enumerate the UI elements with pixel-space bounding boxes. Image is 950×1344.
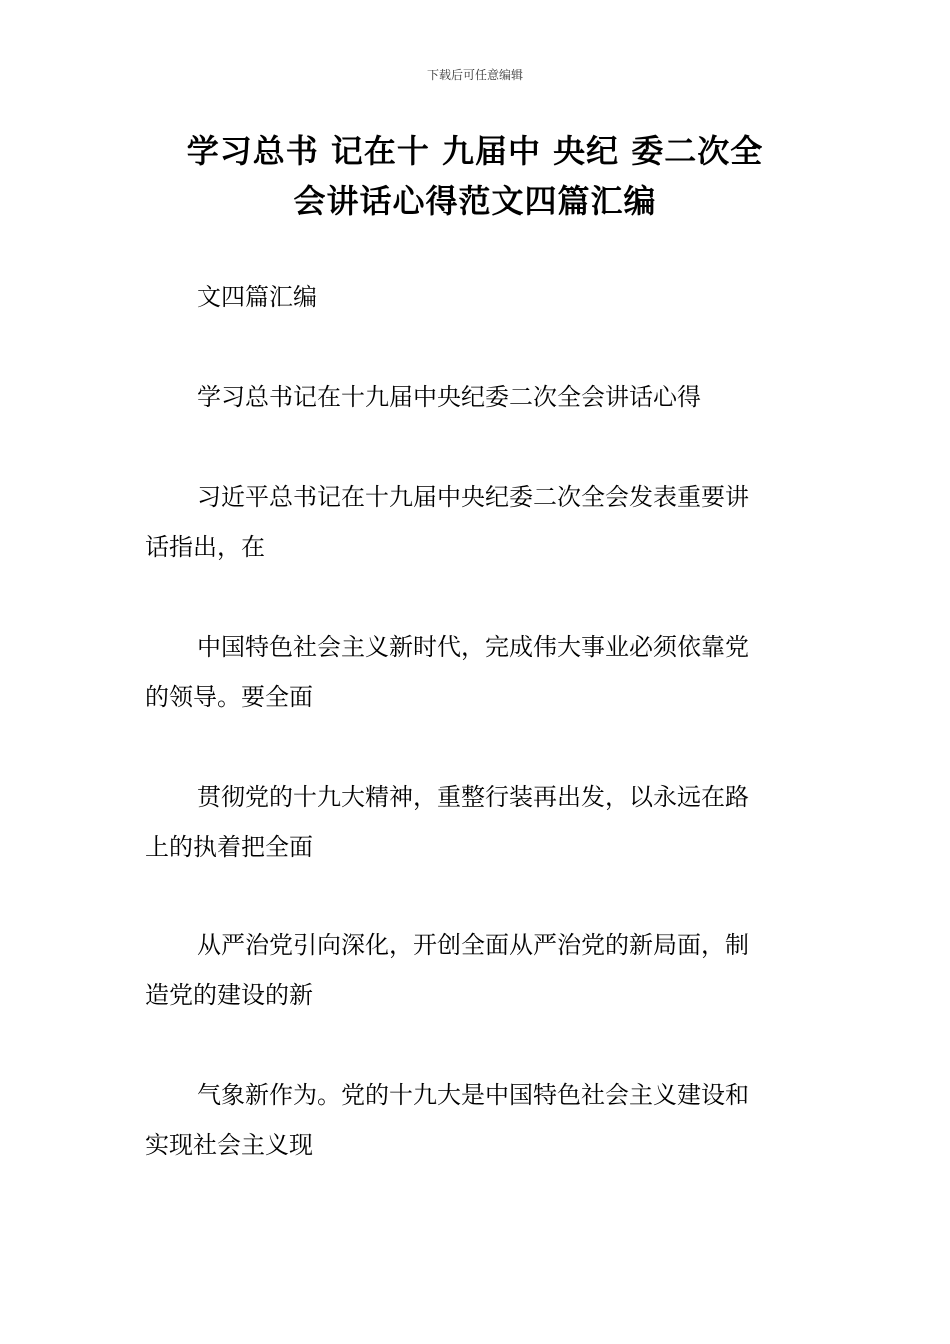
paragraph-line: 从严治党引向深化，开创全面从严治党的新局面，制 [197, 931, 749, 959]
title-line-1: 学习总书 记在十 九届中 央纪 委二次全 [186, 132, 764, 170]
title-line-2: 会讲话心得范文四篇汇编 [293, 182, 657, 220]
document-title [100, 126, 850, 226]
paragraph-line: 造党的建设的新 [145, 981, 313, 1009]
paragraph-7 [145, 1070, 810, 1170]
paragraph-line: 中国特色社会主义新时代，完成伟大事业必须依靠党 [197, 633, 749, 661]
paragraph-line: 上的执着把全面 [145, 833, 313, 861]
paragraph-1 [145, 272, 810, 322]
paragraph-line: 实现社会主义现 [145, 1131, 313, 1159]
paragraph-line: 气象新作为。党的十九大是中国特色社会主义建设和 [197, 1081, 749, 1109]
paragraph-2 [145, 372, 810, 422]
paragraph-line: 贯彻党的十九大精神，重整行装再出发，以永远在路 [197, 783, 749, 811]
paragraph-line: 习近平总书记在十九届中央纪委二次全会发表重要讲 [197, 483, 749, 511]
paragraph-line: 话指出，在 [145, 533, 265, 561]
paragraph-6 [145, 920, 810, 1020]
paragraph-line: 学习总书记在十九届中央纪委二次全会讲话心得 [197, 383, 701, 411]
header-note: 下载后可任意编辑 [426, 68, 523, 82]
paragraph-3 [145, 472, 810, 572]
paragraph-line: 文四篇汇编 [197, 283, 317, 311]
paragraph-5 [145, 772, 810, 872]
paragraph-4 [145, 622, 810, 722]
paragraph-line: 的领导。要全面 [145, 683, 313, 711]
